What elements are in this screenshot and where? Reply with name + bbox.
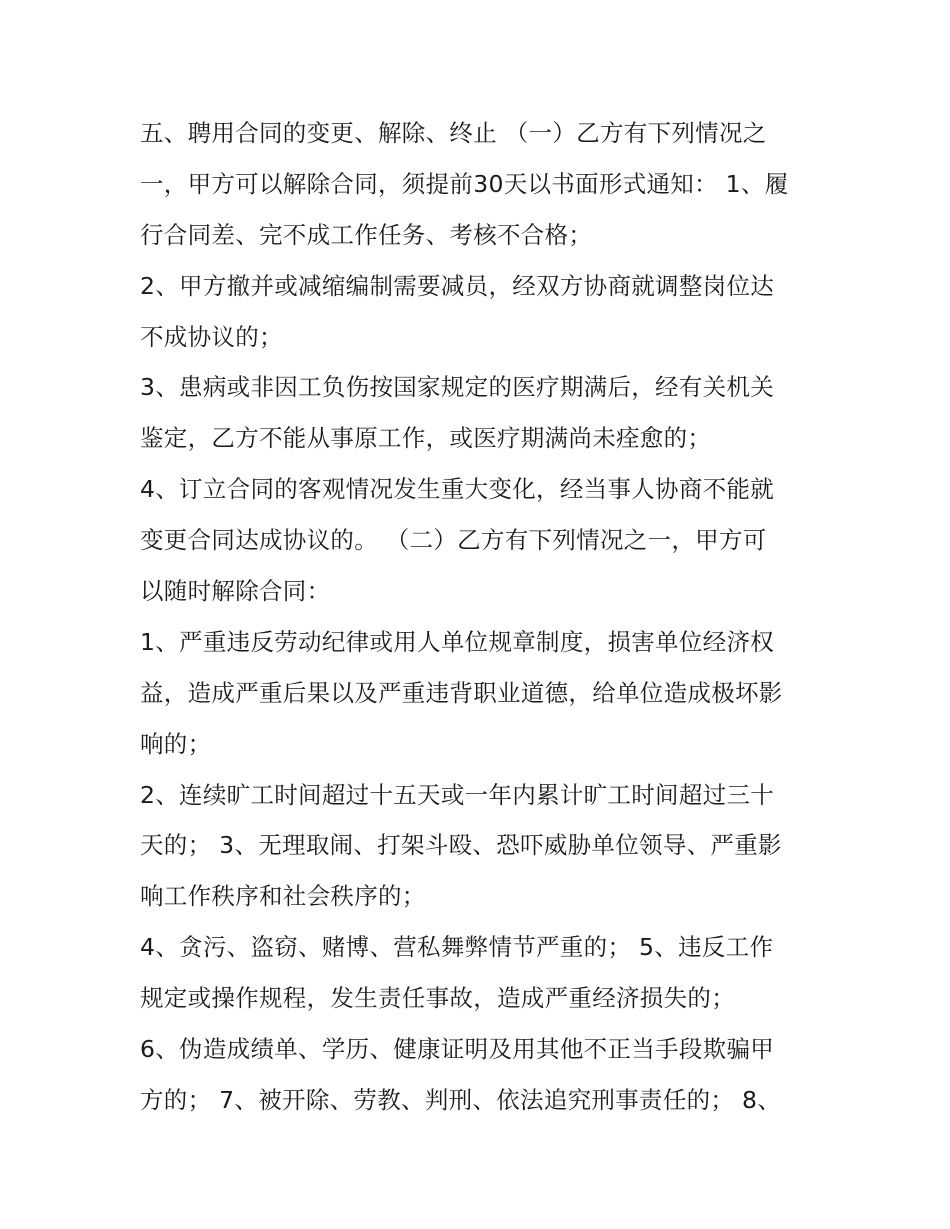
text-line: 4、贪污、盗窃、赌博、营私舞弊情节严重的； 5、违反工作 (140, 933, 774, 962)
text-line: 天的； 3、无理取闹、打架斗殴、恐吓威胁单位领导、严重影 (140, 831, 782, 860)
text-line: 3、患病或非因工负伤按国家规定的医疗期满后，经有关机关 (140, 373, 775, 402)
text-line: 五、聘用合同的变更、解除、终止 （一）乙方有下列情况之 (140, 119, 767, 147)
text-line: 2、连续旷工时间超过十五天或一年内累计旷工时间超过三十 (140, 780, 775, 809)
text-line: 益，造成严重后果以及严重违背职业道德，给单位造成极坏影 (140, 678, 783, 707)
text-line: 1、严重违反劳动纪律或用人单位规章制度，损害单位经济权 (140, 627, 775, 656)
text-line: 不成协议的； (140, 322, 283, 351)
text-line: 鉴定，乙方不能从事原工作，或医疗期满尚未痊愈的； (140, 424, 712, 453)
text-line: 行合同差、完不成工作任务、考核不合格； (140, 220, 593, 249)
text-line: 变更合同达成协议的。 （二）乙方有下列情况之一，甲方可 (140, 526, 767, 555)
text-line: 以随时解除合同： (140, 577, 331, 606)
text-line: 6、伪造成绩单、学历、健康证明及用其他不正当手段欺骗甲 (140, 1035, 775, 1064)
text-line: 2、甲方撤并或减缩编制需要减员，经双方协商就调整岗位达 (140, 271, 775, 300)
text-line: 方的； 7、被开除、劳教、判刑、依法追究刑事责任的； 8、 (140, 1085, 782, 1114)
text-line: 响的； (140, 729, 212, 758)
contract-text (140, 108, 820, 1126)
text-line: 响工作秩序和社会秩序的； (140, 882, 426, 911)
text-line: 一，甲方可以解除合同，须提前30天以书面形式通知： 1、履 (140, 169, 789, 198)
text-line: 规定或操作规程，发生责任事故，造成严重经济损失的； (140, 984, 735, 1013)
text-line: 4、订立合同的客观情况发生重大变化，经当事人协商不能就 (140, 475, 775, 504)
